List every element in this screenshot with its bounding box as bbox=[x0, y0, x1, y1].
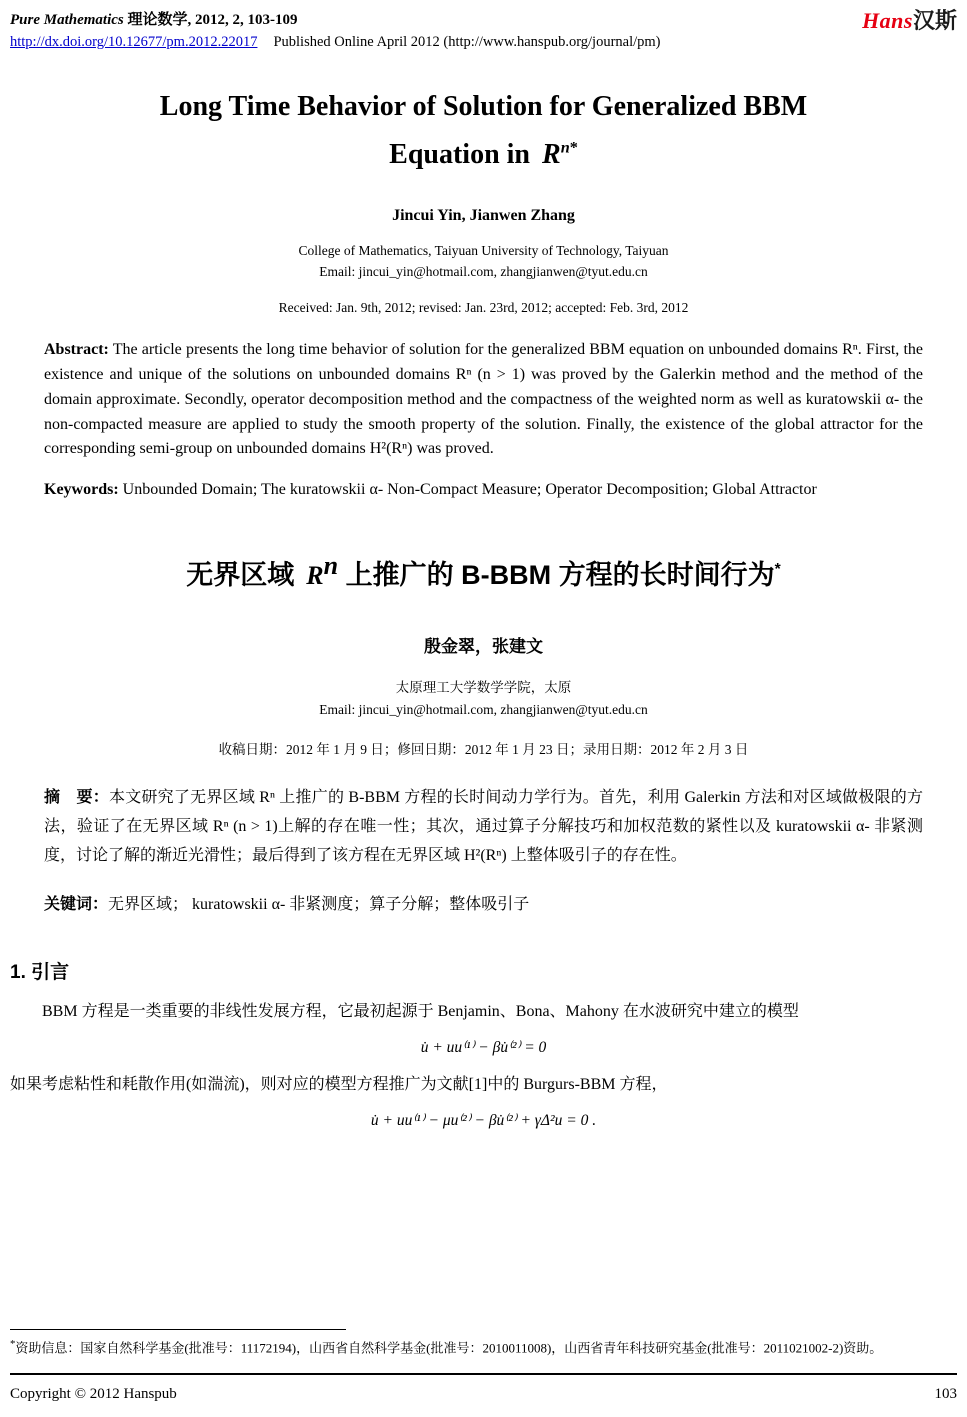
keywords-cn-body: 无界区域； kuratowskii α- 非紧测度；算子分解；整体吸引子 bbox=[108, 895, 530, 913]
footnote-body: 资助信息：国家自然科学基金(批准号：11172194)，山西省自然科学基金(批准号：2010011008)，山西省青年科技研究基金(批准号：2011021002-2)资助。 bbox=[15, 1339, 883, 1355]
received-dates-cn: 收稿日期：2012 年 1 月 9 日；修回日期：2012 年 1 月 23 日；录用日期：2012 年 2 月 3 日 bbox=[218, 742, 749, 758]
page-footer bbox=[10, 1373, 957, 1403]
journal-name: Pure Mathematics bbox=[10, 12, 124, 28]
copyright-text: Copyright © 2012 Hanspub bbox=[10, 1386, 177, 1402]
paper-title-cn-pre: 无界区域 bbox=[186, 559, 295, 590]
abstract-cn bbox=[44, 784, 923, 870]
section-1-paragraph-1: BBM 方程是一类重要的非线性发展方程，它最初起源于 Benjamin、Bona、Mahony 在水波研究中建立的模型 bbox=[42, 1003, 799, 1021]
authors-en: Jincui Yin, Jianwen Zhang bbox=[392, 207, 575, 225]
abstract-en bbox=[44, 338, 923, 462]
affiliation-cn: 太原理工大学数学学院，太原 bbox=[395, 679, 572, 695]
paper-title-en bbox=[10, 83, 957, 179]
paper-title-en-line1: Long Time Behavior of Solution for Generalized BBM bbox=[159, 91, 808, 122]
page-number: 103 bbox=[934, 1386, 957, 1402]
paper-title-en-line2: Equation in bbox=[389, 139, 530, 171]
paper-title-cn-post: 上推广的 B-BBM 方程的长时间行为 bbox=[345, 559, 775, 590]
equation-2: u̇ + uu⁽¹⁾ − μu⁽²⁾ − βu̇⁽²⁾ + γΔ²u = 0 . bbox=[370, 1111, 597, 1129]
footnote-separator-rule bbox=[10, 1329, 346, 1330]
hans-logo-cn-text: 汉斯 bbox=[912, 8, 957, 33]
section-1-heading: 1. 引言 bbox=[10, 962, 70, 984]
journal-title-line bbox=[10, 8, 661, 29]
hans-logo bbox=[862, 9, 957, 33]
hans-logo-en-text: Hans bbox=[862, 8, 913, 33]
published-info: Published Online April 2012 (http://www.hanspub.org/journal/pm) bbox=[273, 34, 661, 50]
title-math-superscript: n* bbox=[560, 138, 578, 157]
doi-link[interactable]: http://dx.doi.org/10.12677/pm.2012.22017 bbox=[10, 34, 258, 50]
abstract-cn-body: 本文研究了无界区域 Rⁿ 上推广的 B-BBM 方程的长时间动力学行为。首先，利用 Galerkin 方法和对区域做极限的方法，验证了在无界区域 Rⁿ (n > 1)上解的存在唯一性；其次，通过算子分解技巧和加权范数的紧性以及 kuratowskii α- 非紧测度，讨论了解的渐近光滑性；最后得到了该方程在无界区域 H²(Rⁿ) 上整体吸引子的存在性。 bbox=[44, 789, 923, 864]
journal-issue-info: 理论数学, 2012, 2, 103-109 bbox=[123, 12, 298, 28]
abstract-en-body: The article presents the long time behavior of solution for the generalized BBM equation on unbounded domains Rⁿ. First, the existence and unique of the solutions on unbounded domains Rⁿ (n > 1) was proved by the Galerkin method and the method of the domain approximate. Secondly, operator decomposition method and the compactness of the weighted norm as well as kuratowskii α- the non-compacted measure are applied to study the smooth property of the solution. Finally, the existence of the global attractor for the corresponding semi-group on unbounded domains H²(Rⁿ) was proved. bbox=[44, 341, 923, 458]
received-dates-en: Received: Jan. 9th, 2012; revised: Jan. 23rd, 2012; accepted: Feb. 3rd, 2012 bbox=[278, 300, 689, 316]
equation-1: u̇ + uu⁽¹⁾ − βu̇⁽²⁾ = 0 bbox=[420, 1039, 547, 1057]
footnote-area bbox=[10, 1329, 957, 1359]
section-1-paragraph-2: 如果考虑粘性和耗散作用(如湍流)，则对应的模型方程推广为文献[1]中的 Burgurs-BBM 方程， bbox=[10, 1076, 668, 1094]
keywords-en bbox=[44, 478, 923, 503]
footnote-star: * bbox=[10, 1337, 16, 1350]
journal-header bbox=[10, 8, 957, 51]
paper-title-cn bbox=[10, 551, 957, 592]
journal-header-left bbox=[10, 8, 661, 51]
title-footnote-star: * bbox=[569, 138, 578, 157]
journal-doi-line bbox=[10, 34, 661, 51]
funding-footnote bbox=[10, 1335, 957, 1359]
keywords-en-label: Keywords: bbox=[44, 481, 119, 499]
email-line-en: Email: jincui_yin@hotmail.com, zhangjianwen@tyut.edu.cn bbox=[319, 264, 648, 280]
email-line-cn: Email: jincui_yin@hotmail.com, zhangjianwen@tyut.edu.cn bbox=[319, 701, 648, 717]
affiliation-cn-block bbox=[10, 677, 957, 720]
affiliation-en-block bbox=[10, 241, 957, 283]
keywords-cn bbox=[44, 891, 923, 920]
keywords-cn-label: 关键词： bbox=[44, 895, 109, 913]
abstract-cn-label: 摘 要： bbox=[44, 789, 109, 807]
authors-cn: 殷金翠，张建文 bbox=[424, 636, 543, 656]
affiliation-en: College of Mathematics, Taiyuan University of Technology, Taiyuan bbox=[298, 243, 669, 259]
abstract-en-label: Abstract: bbox=[44, 341, 109, 359]
keywords-en-body: Unbounded Domain; The kuratowskii α- Non-Compact Measure; Operator Decomposition; Global Attractor bbox=[122, 481, 817, 499]
title-cn-footnote-star: * bbox=[774, 560, 781, 578]
title-math-rn: $R^{n*}$ bbox=[542, 138, 578, 171]
title-cn-math-rn: $R^n$ bbox=[306, 550, 339, 590]
